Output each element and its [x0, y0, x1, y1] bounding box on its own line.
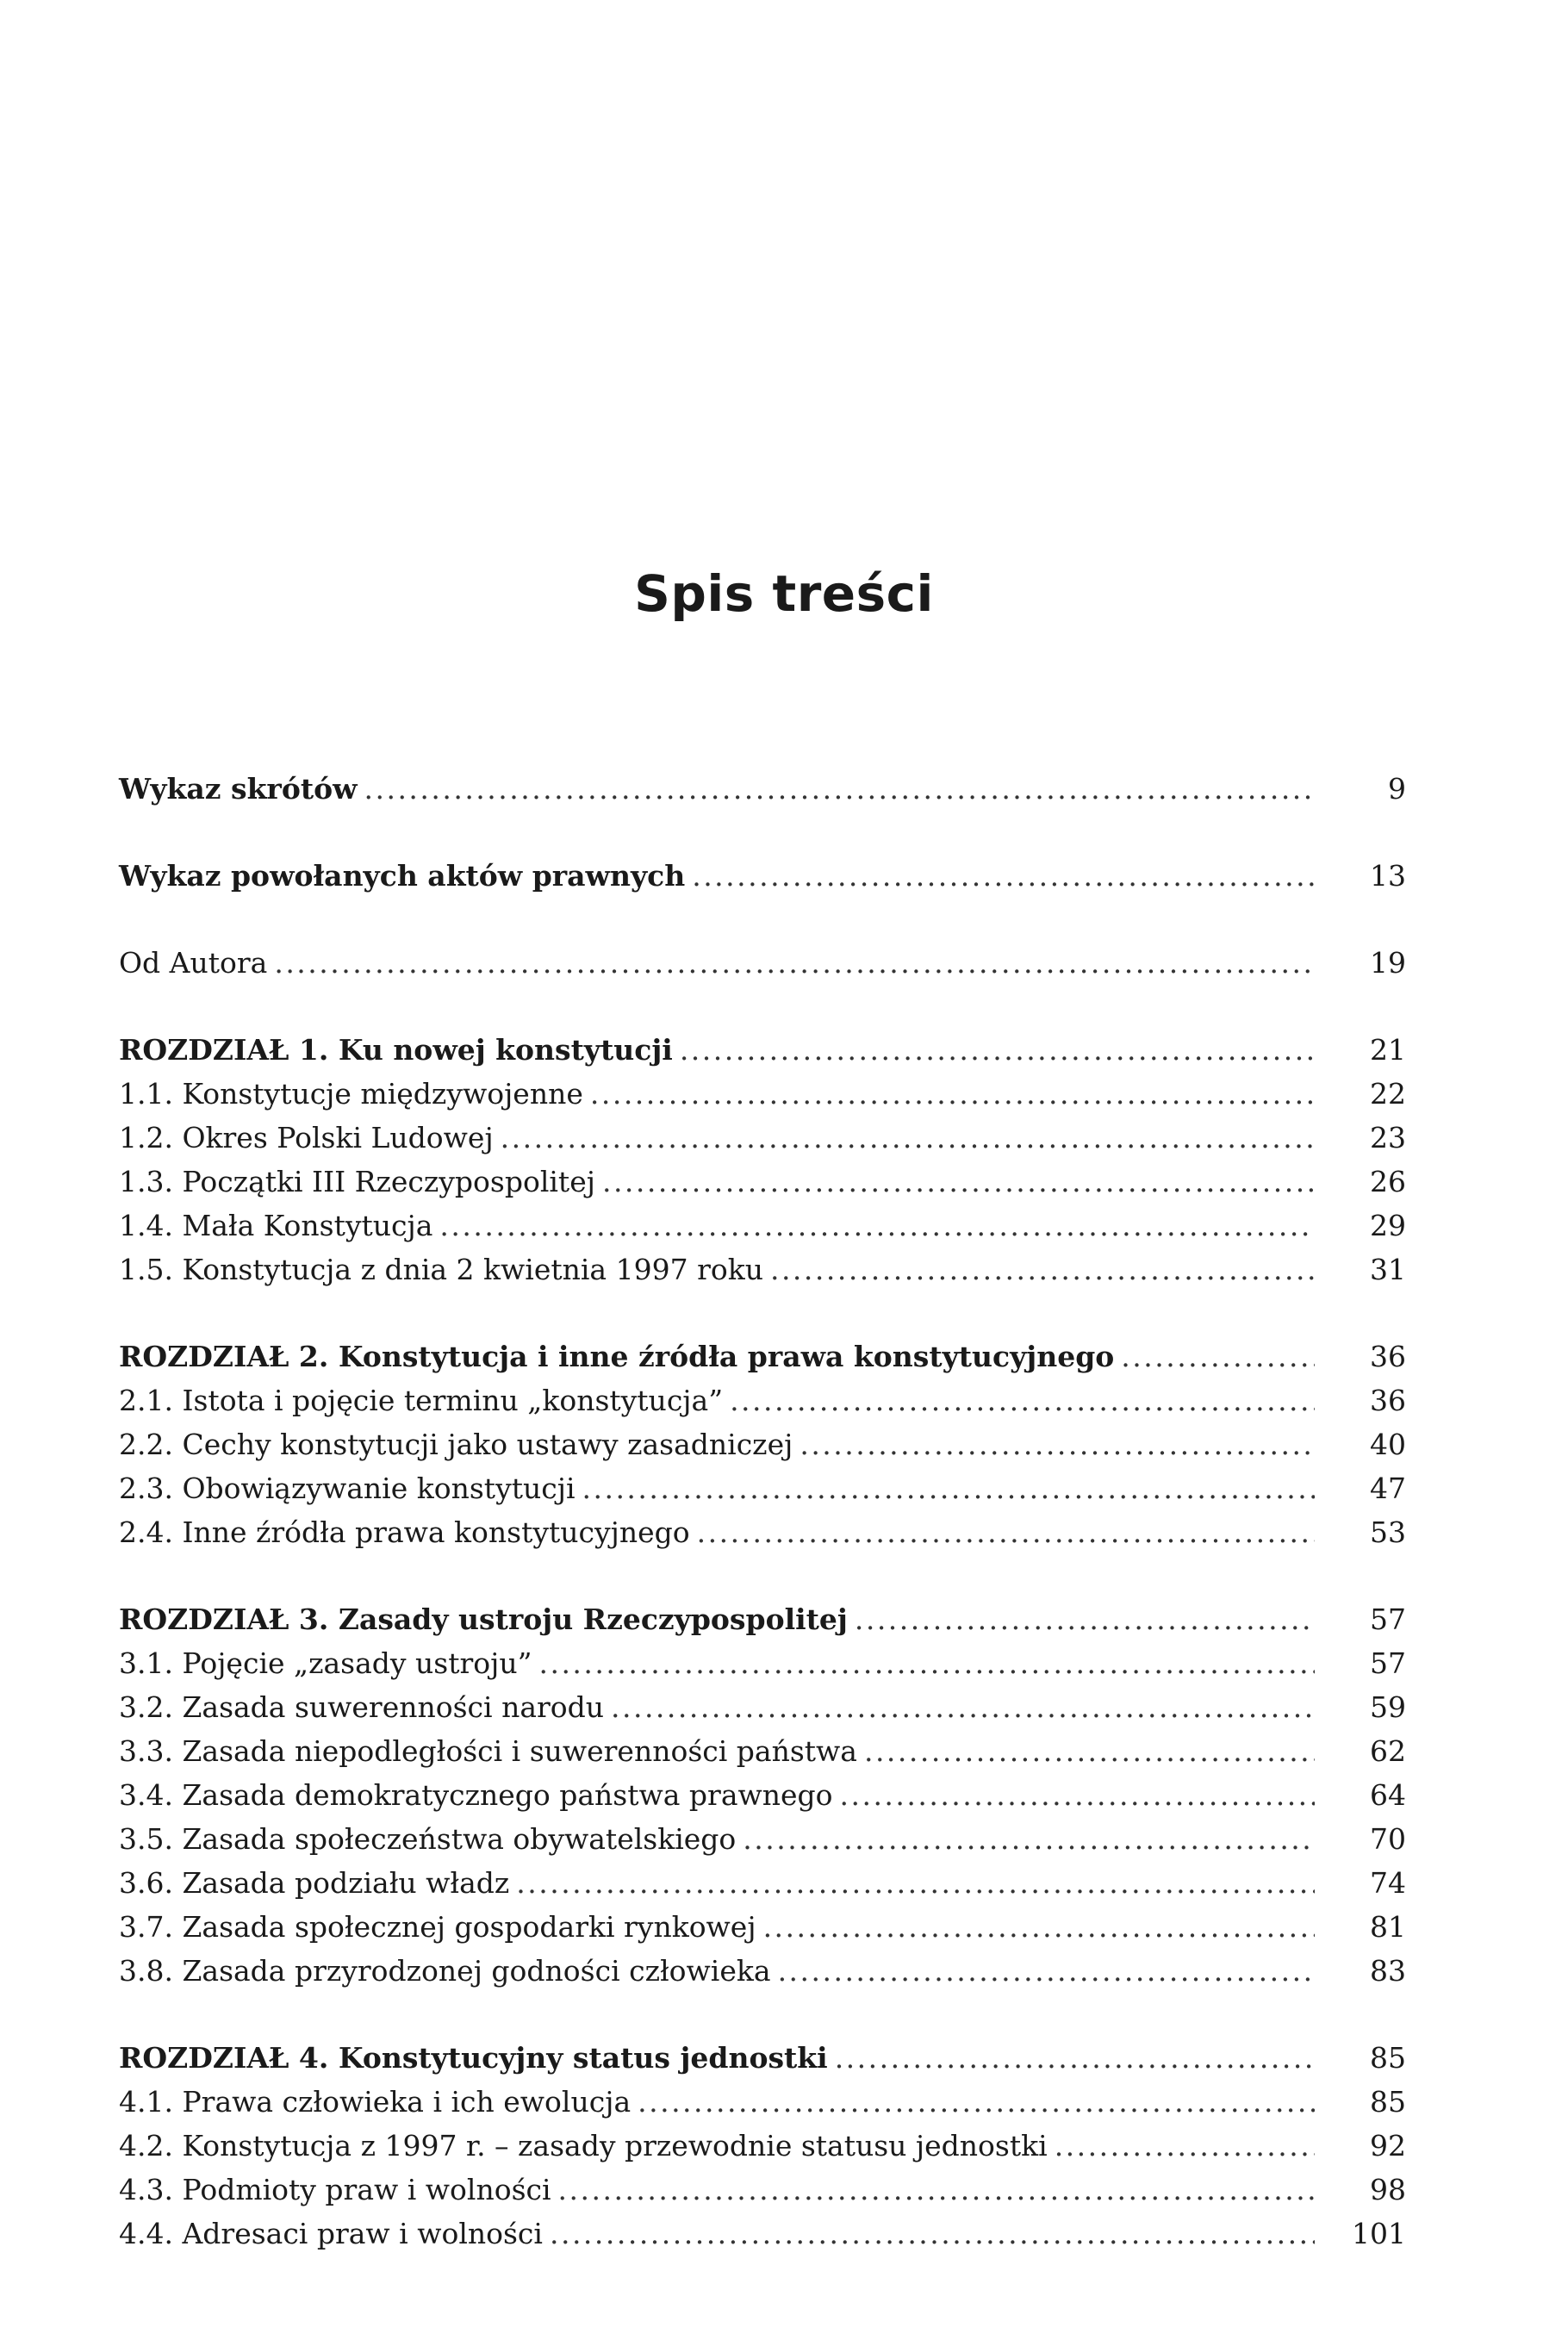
toc-section-4-1[interactable] — [119, 2080, 1406, 2124]
chapter-number: ROZDZIAŁ 1. — [119, 1033, 329, 1067]
dot-leader — [582, 1466, 1316, 1510]
toc-entry-page: 81 — [1370, 1910, 1406, 1944]
dot-leader — [1055, 2124, 1315, 2168]
toc-entry-page: 64 — [1370, 1778, 1406, 1812]
dot-leader — [550, 2212, 1315, 2256]
dot-leader — [274, 941, 1315, 985]
toc-entry-page: 70 — [1370, 1822, 1406, 1856]
toc-section-1-3[interactable] — [119, 1160, 1406, 1204]
toc-entry-page: 74 — [1370, 1866, 1406, 1900]
toc-section-1-2[interactable] — [119, 1116, 1406, 1160]
toc-entry-page: 31 — [1370, 1253, 1406, 1286]
dot-leader — [743, 1817, 1315, 1861]
toc-entry-page: 59 — [1370, 1690, 1406, 1724]
chapter-title: Konstytucyjny status jednostki — [338, 2041, 828, 2075]
toc-chapter-4[interactable] — [119, 2036, 1406, 2080]
toc-entry-label: 3.8. Zasada przyrodzonej godności człowieka — [119, 1954, 771, 1988]
toc-entry-page: 26 — [1370, 1165, 1406, 1198]
toc-section-3-4[interactable] — [119, 1773, 1406, 1817]
toc-entry-label: 4.3. Podmioty praw i wolności — [119, 2173, 551, 2206]
chapter-number: ROZDZIAŁ 3. — [119, 1602, 329, 1636]
toc-section-2-4[interactable] — [119, 1510, 1406, 1554]
toc-chapter-label — [119, 1335, 1114, 1378]
toc-entry-label: 1.4. Mała Konstytucja — [119, 1209, 433, 1242]
dot-leader — [439, 1204, 1315, 1248]
chapter-title: Konstytucja i inne źródła prawa konstytucyjnego — [338, 1340, 1115, 1373]
dot-leader — [516, 1861, 1315, 1905]
toc-chapter-label — [119, 1597, 848, 1641]
toc-section-3-1[interactable] — [119, 1641, 1406, 1685]
toc-entry-label: 2.4. Inne źródła prawa konstytucyjnego — [119, 1515, 690, 1549]
dot-leader — [638, 2080, 1315, 2124]
toc-entry-page: 36 — [1370, 1384, 1406, 1417]
toc-section-3-6[interactable] — [119, 1861, 1406, 1905]
toc-entry-label: 3.4. Zasada demokratycznego państwa prawnego — [119, 1778, 833, 1812]
toc-section-4-4[interactable] — [119, 2212, 1406, 2256]
toc-entry-page: 13 — [1370, 859, 1406, 893]
toc-section-3-2[interactable] — [119, 1685, 1406, 1729]
toc-entry-wykaz-skrotow[interactable] — [119, 767, 1406, 811]
toc-entry-label: 3.6. Zasada podziału władz — [119, 1866, 510, 1900]
dot-leader — [611, 1685, 1315, 1729]
toc-entry-page: 85 — [1370, 2085, 1406, 2119]
toc-entry-od-autora[interactable] — [119, 941, 1406, 985]
dot-leader — [855, 1597, 1315, 1641]
toc-entry-page: 22 — [1370, 1077, 1406, 1111]
toc-entry-page: 92 — [1370, 2129, 1406, 2162]
toc-entry-page: 21 — [1370, 1033, 1406, 1067]
toc-entry-label: 3.1. Pojęcie „zasady ustroju” — [119, 1646, 532, 1680]
toc-entry-page: 23 — [1370, 1121, 1406, 1154]
dot-leader — [692, 854, 1315, 898]
toc-entry-label: 2.2. Cechy konstytucji jako ustawy zasadniczej — [119, 1428, 793, 1461]
toc-section-3-8[interactable] — [119, 1949, 1406, 1993]
dot-leader — [840, 1773, 1315, 1817]
toc-entry-page: 36 — [1370, 1340, 1406, 1373]
chapter-title: Zasady ustroju Rzeczypospolitej — [338, 1602, 848, 1636]
toc-entry-page: 85 — [1370, 2041, 1406, 2075]
toc-entry-page: 9 — [1388, 772, 1406, 806]
dot-leader — [1121, 1335, 1315, 1378]
dot-leader — [763, 1905, 1315, 1949]
toc-entry-page: 83 — [1370, 1954, 1406, 1988]
toc-section-1-5[interactable] — [119, 1248, 1406, 1291]
toc-entry-label: 1.1. Konstytucje międzywojenne — [119, 1077, 583, 1111]
toc-chapter-label — [119, 1028, 673, 1072]
toc-section-2-3[interactable] — [119, 1466, 1406, 1510]
toc-entry-label: 4.4. Adresaci praw i wolności — [119, 2217, 543, 2250]
toc-entry-page: 53 — [1370, 1515, 1406, 1549]
dot-leader — [590, 1072, 1315, 1116]
page-title: Spis treści — [634, 564, 934, 623]
toc-entry-label: Wykaz skrótów — [119, 772, 358, 806]
dot-leader — [864, 1729, 1315, 1773]
toc-entry-label: 4.1. Prawa człowieka i ich ewolucja — [119, 2085, 632, 2119]
chapter-number: ROZDZIAŁ 2. — [119, 1340, 329, 1373]
dot-leader — [558, 2168, 1315, 2212]
dot-leader — [501, 1116, 1315, 1160]
dot-leader — [538, 1641, 1315, 1685]
toc-section-2-2[interactable] — [119, 1422, 1406, 1466]
chapter-number: ROZDZIAŁ 4. — [119, 2041, 329, 2075]
toc-section-3-5[interactable] — [119, 1817, 1406, 1861]
dot-leader — [835, 2036, 1315, 2080]
toc-entry-label: 3.5. Zasada społeczeństwa obywatelskiego — [119, 1822, 737, 1856]
dot-leader — [602, 1160, 1315, 1204]
table-of-contents — [119, 767, 1406, 2256]
toc-section-3-7[interactable] — [119, 1905, 1406, 1949]
dot-leader — [697, 1510, 1315, 1554]
toc-chapter-label — [119, 2036, 828, 2080]
toc-section-4-3[interactable] — [119, 2168, 1406, 2212]
toc-entry-wykaz-aktow[interactable] — [119, 854, 1406, 898]
toc-entry-label: 3.7. Zasada społecznej gospodarki rynkowej — [119, 1910, 756, 1944]
toc-entry-label: 3.3. Zasada niepodległości i suwerenności państwa — [119, 1734, 857, 1768]
toc-chapter-1[interactable] — [119, 1028, 1406, 1072]
toc-entry-page: 40 — [1370, 1428, 1406, 1461]
toc-entry-page: 19 — [1370, 946, 1406, 980]
toc-entry-label: Od Autora — [119, 946, 268, 980]
chapter-title: Ku nowej konstytucji — [338, 1033, 673, 1067]
toc-entry-label: 3.2. Zasada suwerenności narodu — [119, 1690, 605, 1724]
dot-leader — [730, 1378, 1315, 1422]
toc-entry-page: 101 — [1352, 2217, 1406, 2250]
toc-section-1-4[interactable] — [119, 1204, 1406, 1248]
toc-entry-page: 57 — [1370, 1602, 1406, 1636]
toc-section-2-1[interactable] — [119, 1378, 1406, 1422]
toc-entry-label: Wykaz powołanych aktów prawnych — [119, 859, 686, 893]
dot-leader — [680, 1028, 1315, 1072]
toc-entry-page: 47 — [1370, 1472, 1406, 1505]
toc-entry-label: 2.3. Obowiązywanie konstytucji — [119, 1472, 576, 1505]
toc-entry-page: 29 — [1370, 1209, 1406, 1242]
toc-section-4-2[interactable] — [119, 2124, 1406, 2168]
toc-entry-page: 57 — [1370, 1646, 1406, 1680]
toc-chapter-3[interactable] — [119, 1597, 1406, 1641]
toc-entry-label: 2.1. Istota i pojęcie terminu „konstytucja” — [119, 1384, 724, 1417]
dot-leader — [364, 767, 1316, 811]
toc-entry-label: 4.2. Konstytucja z 1997 r. – zasady przewodnie statusu jednostki — [119, 2129, 1048, 2162]
toc-entry-label: 1.3. Początki III Rzeczypospolitej — [119, 1165, 595, 1198]
dot-leader — [778, 1949, 1315, 1993]
toc-entry-label: 1.2. Okres Polski Ludowej — [119, 1121, 494, 1154]
toc-chapter-2[interactable] — [119, 1335, 1406, 1378]
dot-leader — [800, 1422, 1315, 1466]
toc-entry-label: 1.5. Konstytucja z dnia 2 kwietnia 1997 roku — [119, 1253, 763, 1286]
toc-section-1-1[interactable] — [119, 1072, 1406, 1116]
toc-entry-page: 62 — [1370, 1734, 1406, 1768]
dot-leader — [770, 1248, 1315, 1291]
toc-entry-page: 98 — [1370, 2173, 1406, 2206]
toc-section-3-3[interactable] — [119, 1729, 1406, 1773]
